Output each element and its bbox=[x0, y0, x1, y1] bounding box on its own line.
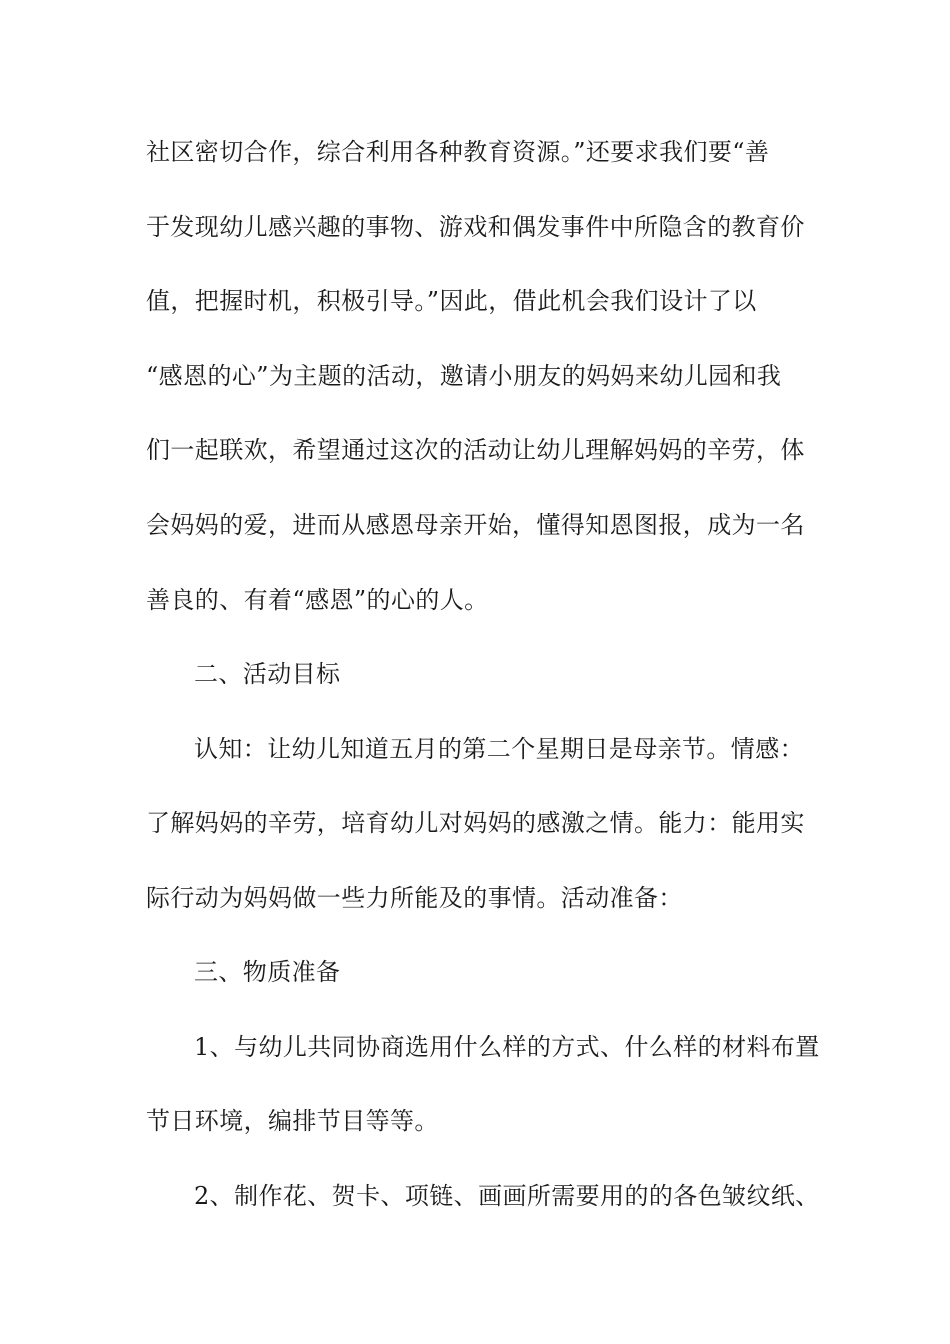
text-line-11: 际行动为妈妈做一些力所能及的事情。活动准备： bbox=[146, 884, 683, 912]
text-line-2: 于发现幼儿感兴趣的事物、游戏和偶发事件中所隐含的教育价 bbox=[146, 213, 805, 241]
list-item-1: 1、与幼儿共同协商选用什么样的方式、什么样的材料布置 bbox=[194, 1033, 820, 1061]
text-line-9: 认知：让幼儿知道五月的第二个星期日是母亲节。情感： bbox=[194, 735, 804, 763]
list-item-2: 2、制作花、贺卡、项链、画画所需要用的的各色皱纹纸、 bbox=[194, 1182, 820, 1210]
text-line-7: 善良的、有着“感恩”的心的人。 bbox=[146, 586, 489, 614]
text-line-6: 会妈妈的爱，进而从感恩母亲开始，懂得知恩图报，成为一名 bbox=[146, 511, 805, 539]
list-item-1-continued: 节日环境，编排节目等等。 bbox=[146, 1107, 439, 1135]
text-line-3: 值，把握时机，积极引导。”因此，借此机会我们设计了以 bbox=[146, 287, 757, 315]
section-heading-objectives: 二、活动目标 bbox=[194, 660, 341, 688]
text-line-10: 了解妈妈的辛劳，培育幼儿对妈妈的感激之情。能力：能用实 bbox=[146, 809, 805, 837]
text-line-1: 社区密切合作，综合利用各种教育资源。”还要求我们要“善 bbox=[146, 138, 770, 166]
section-heading-materials: 三、物质准备 bbox=[194, 958, 341, 986]
text-line-5: 们一起联欢，希望通过这次的活动让幼儿理解妈妈的辛劳，体 bbox=[146, 436, 805, 464]
text-line-4: “感恩的心”为主题的活动，邀请小朋友的妈妈来幼儿园和我 bbox=[146, 362, 782, 390]
